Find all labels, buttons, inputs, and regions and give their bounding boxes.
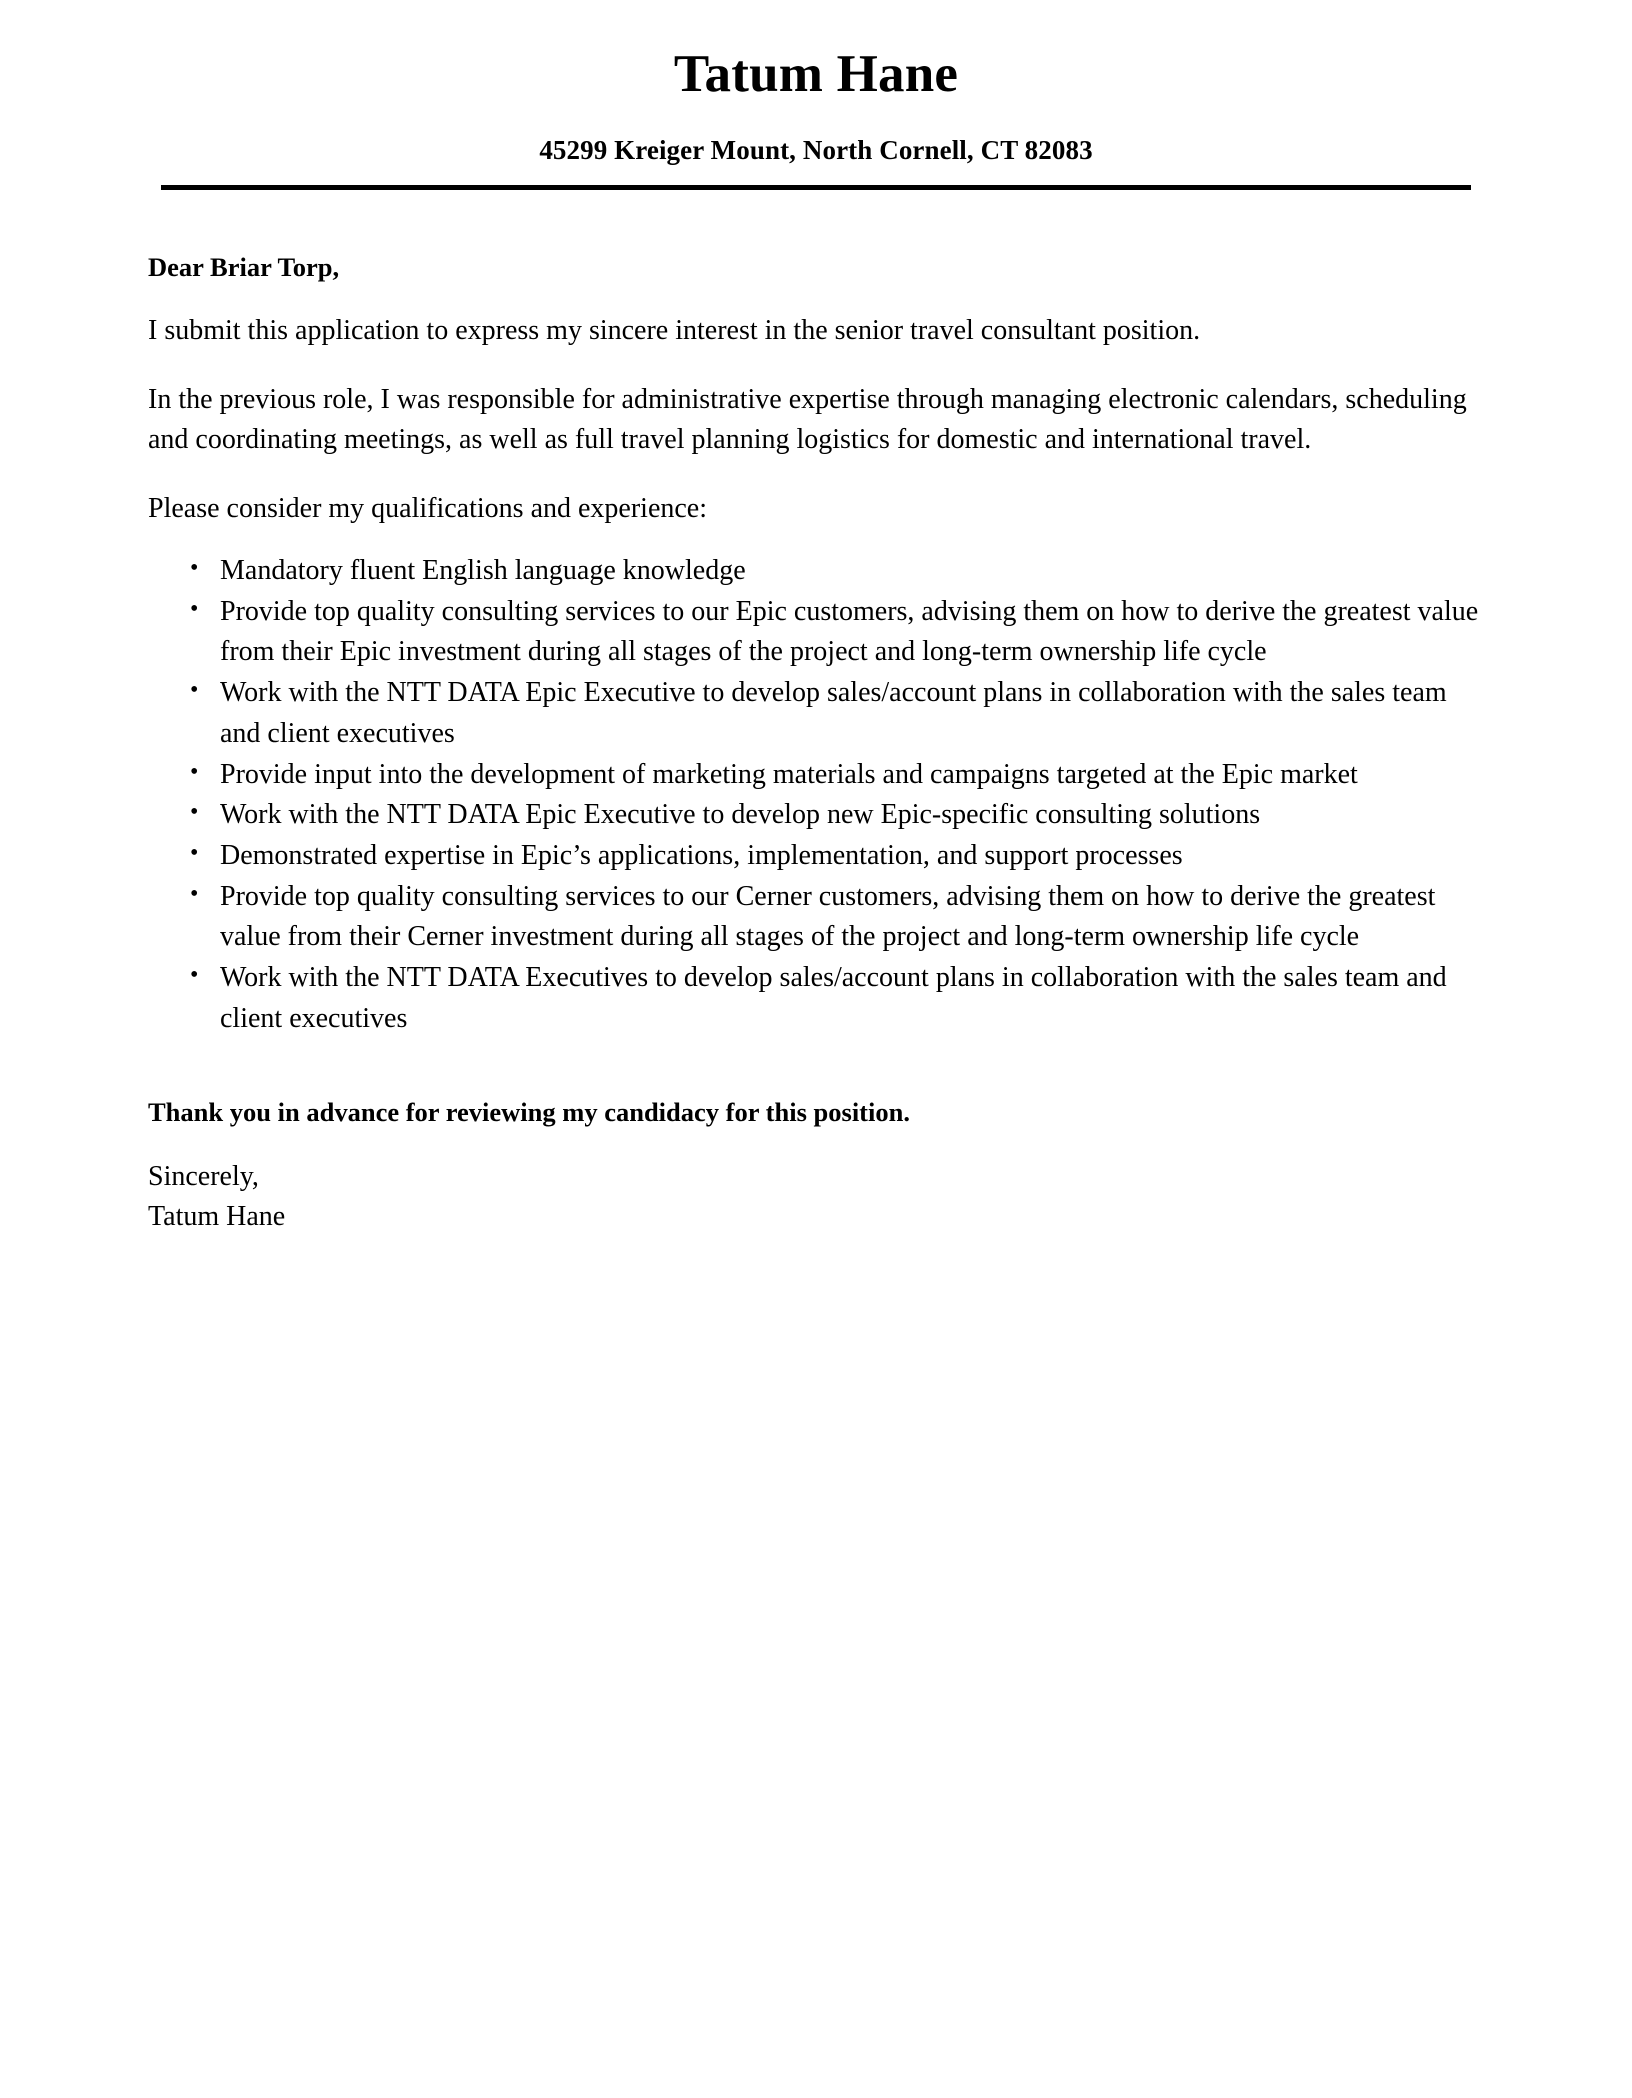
applicant-name: Tatum Hane — [673, 45, 959, 103]
closing-statement: Thank you in advance for reviewing my candidacy for this position. — [148, 1096, 910, 1127]
list-item: • Mandatory fluent English language knowledge — [190, 551, 1494, 592]
experience-paragraph: In the previous role, I was responsible for administrative expertise through managing electronic calendars, scheduling and coordinating meetings, as well as full travel planning logistics for domestic and international travel. — [148, 383, 1467, 456]
qualifications-list — [148, 530, 1494, 1040]
signature-name: Tatum Hane — [148, 1201, 286, 1232]
applicant-address: 45299 Kreiger Mount, North Cornell, CT 82083 — [539, 134, 1093, 165]
list-item: • Provide top quality consulting services to our Cerner customers, advising them on how to derive the greatest value from their Cerner investment during all stages of the project and long-term ownership life cycle — [190, 877, 1494, 958]
valediction: Sincerely, — [148, 1160, 259, 1192]
list-item: • Work with the NTT DATA Executives to develop sales/account plans in collaboration with the sales team and client executives — [190, 958, 1494, 1039]
letter-body — [0, 190, 1632, 1237]
salutation: Dear Briar Torp, — [148, 251, 340, 282]
list-item: • Work with the NTT DATA Epic Executive to develop sales/account plans in collaboration with the sales team and client executives — [190, 673, 1494, 754]
list-item: • Provide input into the development of marketing materials and campaigns targeted at the Epic market — [190, 755, 1494, 796]
intro-paragraph: I submit this application to express my sincere interest in the senior travel consultant position. — [148, 314, 1201, 346]
signoff-block — [148, 1128, 1494, 1238]
list-item: • Provide top quality consulting services to our Epic customers, advising them on how to derive the greatest value from their Epic investment during all stages of the project and long-term ownership life cycle — [190, 592, 1494, 673]
qualifications-lead-in: Please consider my qualifications and experience: — [148, 493, 708, 525]
list-item: • Work with the NTT DATA Epic Executive to develop new Epic-specific consulting solutions — [190, 795, 1494, 836]
letter-header — [0, 0, 1632, 190]
list-item: • Demonstrated expertise in Epic’s applications, implementation, and support processes — [190, 836, 1494, 877]
